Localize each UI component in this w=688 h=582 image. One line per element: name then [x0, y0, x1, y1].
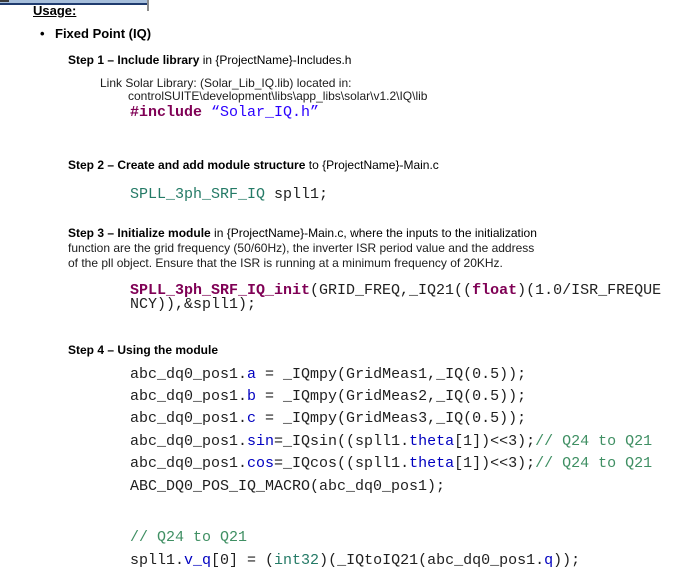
code-token-keyword: float: [472, 282, 518, 299]
code-token-comment: // Q24 to Q21: [535, 433, 653, 450]
code-token-member: a: [247, 366, 257, 383]
code-token-plain: =_IQsin((spll1.: [274, 433, 410, 450]
code-token-plain: = _IQmpy(GridMeas1,_IQ(0.5));: [256, 366, 527, 383]
step3-title-rest: in {ProjectName}-Main.c, where the inputs to the initialization: [210, 226, 537, 240]
step4-code-line-sin: [130, 433, 652, 450]
step4-code-line-macro: [130, 478, 445, 495]
step1-link-line2: controlSUITE\development\libs\app_libs\solar\v1.2\IQ\lib: [128, 89, 428, 103]
code-token-plain: abc_dq0_pos1.: [130, 410, 248, 427]
step4-final-code-line: [130, 552, 580, 569]
code-token-plain: (GRID_FREQ,_IQ21((: [310, 282, 473, 299]
code-token-string: “Solar_IQ.h”: [211, 104, 320, 121]
code-token-comment: // Q24 to Q21: [130, 529, 248, 546]
code-token-plain: abc_dq0_pos1.: [130, 433, 248, 450]
code-token-member: c: [247, 410, 257, 427]
code-token-plain: spll1;: [265, 186, 329, 203]
step3-desc-line3: of the pll object. Ensure that the ISR is running at a minimum frequency of 20KHz.: [68, 256, 503, 270]
code-token-keyword: #include: [130, 104, 203, 121]
code-token-plain: [1])<<3);: [454, 433, 536, 450]
step1-title: [68, 54, 351, 68]
usage-heading: Usage:: [33, 3, 77, 18]
step1-title-rest: in {ProjectName}-Includes.h: [199, 53, 352, 67]
step1-title-bold: Step 1 – Include library: [68, 53, 200, 67]
code-token-plain: )(1.0/ISR_FREQUE: [517, 282, 662, 299]
code-token-member: v_q: [184, 552, 212, 569]
code-token-comment: // Q24 to Q21: [535, 455, 653, 472]
code-token-member: theta: [409, 433, 455, 450]
code-token-member: cos: [247, 455, 275, 472]
code-token-keyword: SPLL_3ph_SRF_IQ_init: [130, 282, 311, 299]
step3-desc-line2: function are the grid frequency (50/60Hz), the inverter ISR period value and the address: [68, 241, 535, 255]
code-token-plain: [202, 104, 211, 121]
code-token-plain: )(_IQtoIQ21(abc_dq0_pos1.: [319, 552, 545, 569]
code-token-plain: abc_dq0_pos1.: [130, 366, 248, 383]
step2-title: [68, 159, 439, 173]
step4-code-line-cos: [130, 455, 652, 472]
code-token-member: theta: [409, 455, 455, 472]
top-accent-tick: [147, 0, 149, 11]
step4-code-line-c: [130, 410, 526, 427]
top-accent-dark-segment: [0, 0, 9, 2]
code-token-plain: spll1.: [130, 552, 185, 569]
step4-code-line-a: [130, 366, 526, 383]
step1-include-code: [130, 104, 319, 121]
code-token-type: SPLL_3ph_SRF_IQ: [130, 186, 266, 203]
step2-title-rest: to {ProjectName}-Main.c: [305, 158, 439, 172]
code-token-plain: = _IQmpy(GridMeas2,_IQ(0.5));: [256, 388, 527, 405]
step4-title: [68, 344, 218, 358]
step1-link-line1: Link Solar Library: (Solar_Lib_IQ.lib) located in:: [100, 76, 352, 90]
code-token-plain: [1])<<3);: [454, 455, 536, 472]
code-token-plain: ));: [553, 552, 581, 569]
code-token-plain: =_IQcos((spll1.: [274, 455, 410, 472]
step3-title-bold: Step 3 – Initialize module: [68, 226, 211, 240]
step3-code-line2: [130, 296, 256, 313]
code-token-plain: NCY)),&spll1);: [130, 296, 257, 313]
code-token-type: int32: [274, 552, 320, 569]
code-token-plain: [0] = (: [211, 552, 275, 569]
step3-title-line: [68, 227, 537, 241]
code-token-plain: = _IQmpy(GridMeas3,_IQ(0.5));: [256, 410, 527, 427]
code-token-plain: abc_dq0_pos1.: [130, 455, 248, 472]
code-token-member: b: [247, 388, 257, 405]
step4-comment-line: [130, 529, 247, 546]
code-token-member: sin: [247, 433, 275, 450]
step4-title-bold: Step 4 – Using the module: [68, 343, 219, 357]
code-token-plain: ABC_DQ0_POS_IQ_MACRO(abc_dq0_pos1);: [130, 478, 446, 495]
step2-title-bold: Step 2 – Create and add module structure: [68, 158, 306, 172]
bullet-label-fixed-point-iq: Fixed Point (IQ): [55, 26, 152, 41]
code-token-plain: abc_dq0_pos1.: [130, 388, 248, 405]
bullet-marker: •: [40, 26, 45, 41]
step4-code-line-b: [130, 388, 526, 405]
step2-code: [130, 186, 328, 203]
code-token-member: q: [544, 552, 554, 569]
